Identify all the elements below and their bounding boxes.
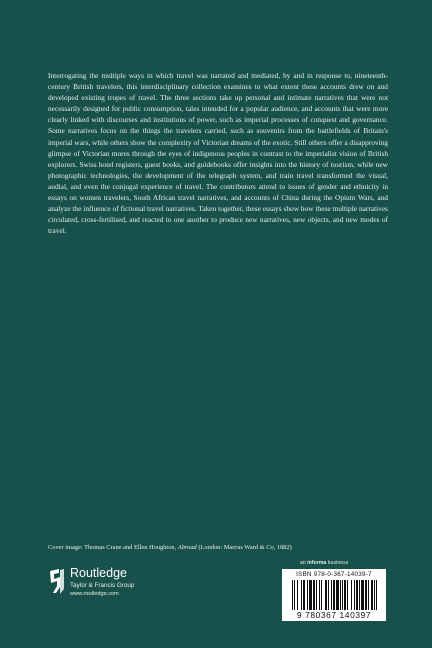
barcode-bar — [307, 580, 308, 610]
publisher-group: Taylor & Francis Group — [70, 582, 135, 589]
informa-brand: informa — [307, 560, 327, 566]
barcode-bar — [347, 580, 348, 610]
barcode-bars — [292, 580, 378, 610]
informa-prefix: an — [300, 560, 308, 566]
publisher-url: www.routledge.com — [70, 591, 119, 597]
barcode-bar — [359, 580, 360, 610]
barcode-bar — [351, 580, 352, 610]
cover-credit-suffix: (London: Marcus Ward & Co, 1882) — [196, 544, 292, 551]
barcode-bar — [368, 580, 369, 610]
informa-business-tag — [300, 560, 348, 566]
cover-credit-prefix: Cover image: Thomas Crane and Ellen Houghton, — [48, 544, 178, 551]
barcode-bar — [354, 580, 355, 610]
barcode-bar — [336, 580, 339, 610]
barcode-bar — [328, 580, 329, 610]
barcode-bar — [321, 580, 322, 610]
isbn-barcode — [282, 569, 386, 621]
barcode-bar — [376, 580, 377, 610]
barcode-bar — [342, 580, 343, 610]
barcode-bar — [331, 580, 332, 610]
barcode-bar — [297, 580, 298, 610]
cover-image-credit — [48, 543, 388, 553]
routledge-logo-icon — [48, 567, 66, 595]
blurb-text: Interrogating the multiple ways in which travel was narrated and mediated, by and in response to, nineteenth-century British travelers, this interdisciplinary collection examines to what extent these accounts drew on and developed existing tropes of travel. The three sections take up personal and intimate narratives that were not necessarily designed for public consumption, tales intended for a popular audience, and accounts that were more clearly linked with discourses and institutions of power, such as imperial processes of conquest and governance. Some narratives focus on the things the travelers carried, such as souvenirs from the battlefields of Britain's imperial wars, while others show the complexity of Victorian dreams of the exotic. Still others offer a disapproving glimpse of Victorian mores through the eyes of indigenous peoples in contrast to the imperialist vision of British explorers. Swiss hotel registers, guest books, and guidebooks offer insights into the history of tourism, while new photographic technologies, the development of the telegraph system, and train travel transformed the visual, audial, and even the conjugal experience of travel. The contributors attend to issues of gender and ethnicity in essays on women travelers, South African travel narratives, and accounts of China during the Opium Wars, and analyze the influence of fictional travel narratives. Taken together, these essays show how these multiple narratives circulated, cross-fertilised, and reacted to one another to produce new narratives, new objects, and new modes of travel. — [48, 71, 388, 236]
isbn-digits: 9 780367 140397 — [296, 610, 372, 620]
barcode-bar — [361, 580, 364, 610]
barcode-bar — [301, 580, 302, 610]
barcode-bar — [313, 580, 315, 610]
barcode-bar — [344, 580, 346, 610]
barcode-bar — [374, 580, 375, 610]
informa-suffix: business — [326, 560, 349, 566]
publisher-name: Routledge — [70, 566, 127, 580]
barcode-bar — [309, 580, 312, 610]
barcode-bar — [340, 580, 341, 610]
barcode-bar — [294, 580, 295, 610]
barcode-bar — [316, 580, 317, 610]
barcode-bar — [325, 580, 327, 610]
barcode-bar — [292, 580, 293, 610]
barcode-bar — [365, 580, 367, 610]
isbn-label: ISBN 978-0-367-14039-7 — [296, 571, 372, 578]
barcode-bar — [303, 580, 305, 610]
publisher-block — [48, 566, 208, 606]
cover-credit-title: Abroad — [177, 544, 197, 551]
barcode-bar — [371, 580, 373, 610]
barcode-bar — [333, 580, 335, 610]
barcode-bar — [319, 580, 320, 610]
barcode-bar — [356, 580, 358, 610]
